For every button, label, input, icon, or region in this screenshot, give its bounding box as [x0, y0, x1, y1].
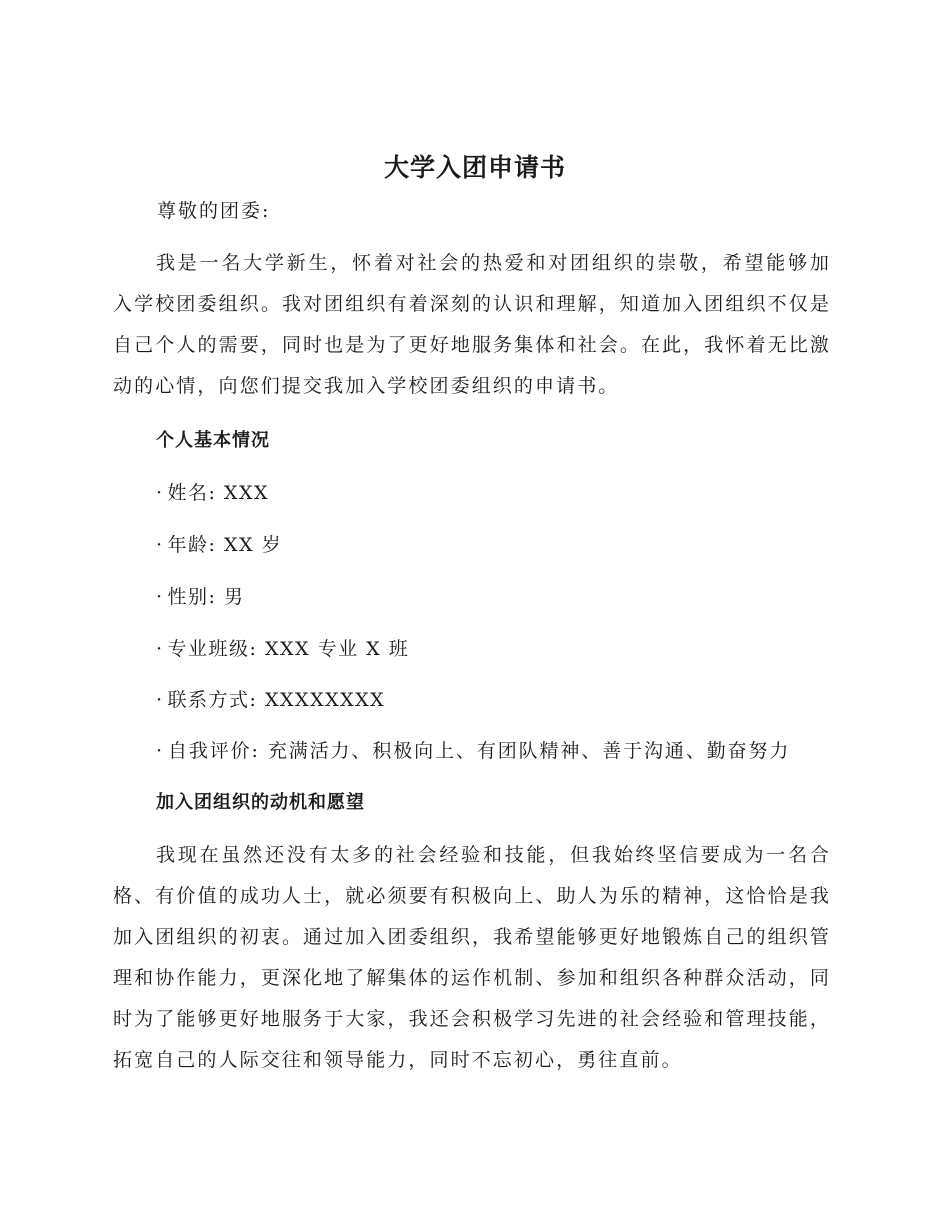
- bullet-icon: ·: [156, 740, 164, 762]
- info-item-contact: [156, 686, 385, 714]
- info-value: XXX 专业 X 班: [265, 638, 410, 660]
- info-label: 姓名:: [167, 482, 217, 504]
- info-item-self-evaluation: [156, 737, 790, 765]
- info-value: XXXXXXXX: [265, 689, 386, 711]
- document-title: 大学入团申请书: [383, 153, 566, 182]
- section-heading-personal-info: 个人基本情况: [156, 430, 270, 451]
- bullet-icon: ·: [156, 638, 164, 660]
- info-item-major-class: [156, 635, 409, 663]
- info-item-age: [156, 531, 282, 559]
- salutation: 尊敬的团委:: [157, 200, 271, 222]
- info-item-gender: [156, 583, 245, 611]
- bullet-icon: ·: [156, 586, 164, 608]
- info-value: 充满活力、积极向上、有团队精神、善于沟通、勤奋努力: [267, 740, 791, 762]
- bullet-icon: ·: [156, 534, 164, 556]
- bullet-icon: ·: [156, 689, 164, 711]
- motivation-paragraph: 我现在虽然还没有太多的社会经验和技能，但我始终坚信要成为一名合格、有价值的成功人士，就必须要有积极向上、助人为乐的精神，这恰恰是我加入团组织的初衷。通过加入团委组织，我希望能够更好地锻炼自己的组织管理和协作能力，更深化地了解集体的运作机制、参加和组织各种群众活动，同时为了能够更好地服务于大家，我还会积极学习先进的社会经验和管理技能，拓宽自己的人际交往和领导能力，同时不忘初心，勇往直前。: [113, 844, 831, 1071]
- info-item-name: [156, 479, 269, 507]
- section-heading-motivation: 加入团组织的动机和愿望: [156, 792, 365, 813]
- intro-paragraph: 我是一名大学新生，怀着对社会的热爱和对团组织的崇敬，希望能够加入学校团委组织。我对团组织有着深刻的认识和理解，知道加入团组织不仅是自己个人的需要，同时也是为了更好地服务集体和社会。在此，我怀着无比激动的心情，向您们提交我加入学校团委组织的申请书。: [113, 252, 831, 397]
- info-label: 性别:: [167, 586, 217, 608]
- info-value: XXX: [224, 482, 270, 504]
- bullet-icon: ·: [156, 482, 164, 504]
- info-value: XX 岁: [224, 534, 283, 556]
- info-label: 自我评价:: [167, 740, 260, 762]
- info-label: 专业班级:: [167, 638, 258, 660]
- info-label: 年龄:: [167, 534, 217, 556]
- info-value: 男: [224, 586, 245, 608]
- info-label: 联系方式:: [167, 689, 258, 711]
